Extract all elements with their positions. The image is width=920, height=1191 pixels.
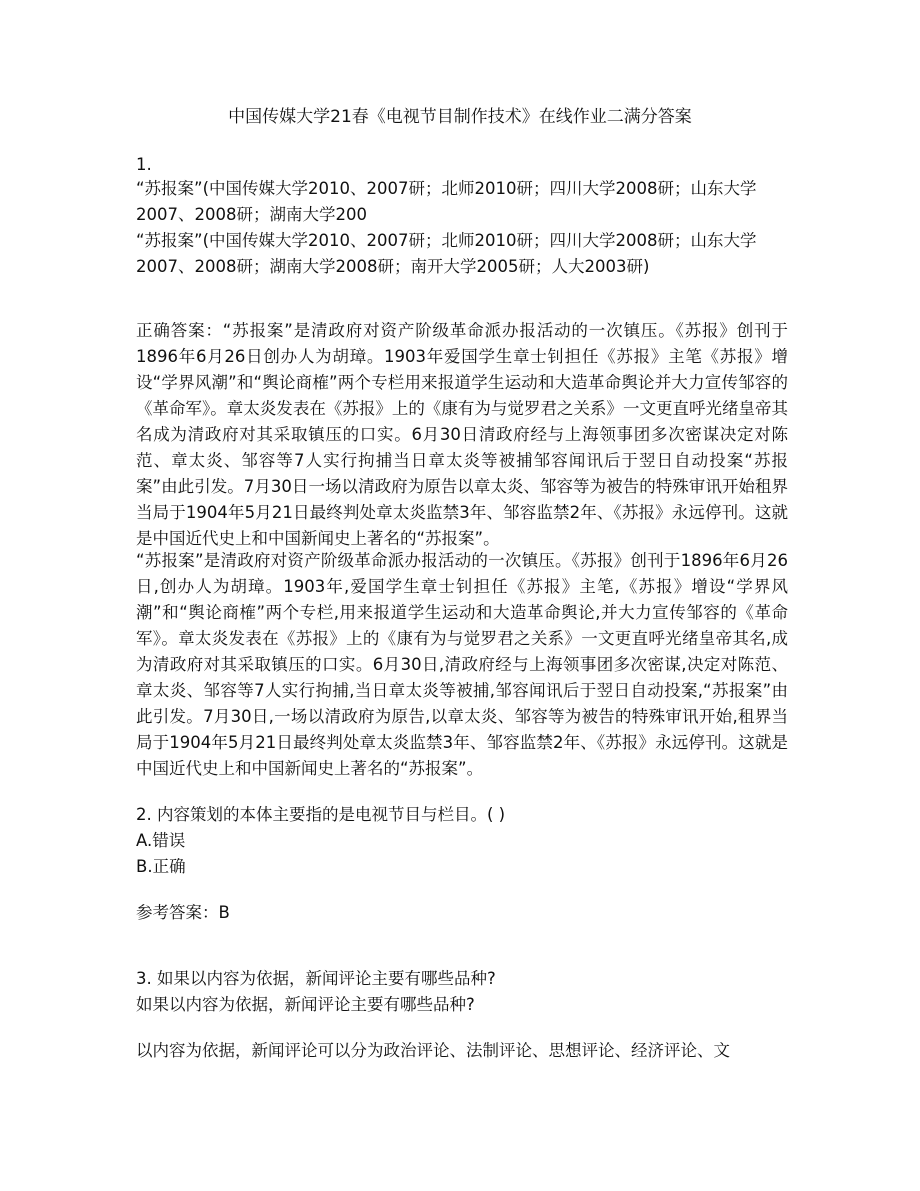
question-stem: 3. 如果以内容为依据，新闻评论主要有哪些品种? [136, 969, 496, 988]
question-1-answer-repeat [136, 548, 788, 782]
question-stem-repeat: 如果以内容为依据，新闻评论主要有哪些品种? [136, 995, 475, 1014]
reference-value: B [218, 903, 230, 922]
reference-answer [136, 900, 788, 926]
reference-label: 参考答案： [136, 903, 219, 922]
question-2-reference [136, 900, 788, 926]
question-1-answer [136, 318, 788, 552]
question-stem-line: “苏报案”(中国传媒大学2010、2007研；北师2010研；四川大学2008研；山东大学2007、2008研；湖南大学200 [136, 179, 757, 224]
option-a: A.错误 [136, 831, 186, 850]
answer-label: 正确答案： [136, 321, 223, 340]
answer-text: “苏报案”是清政府对资产阶级革命派办报活动的一次镇压。《苏报》创刊于1896年6月26日创办人为胡璋。1903年爱国学生章士钊担任《苏报》主笔《苏报》增设“学界风潮”和“舆论商榷”两个专栏用来报道学生运动和大造革命舆论并大力宣传邹容的《革命军》。章太炎发表在《苏报》上的《康有为与觉罗君之关系》一文更直呼光绪皇帝其名成为清政府对其采取镇压的口实。6月30日清政府经与上海领事团多次密谋决定对陈范、章太炎、邹容等7人实行拘捕当日章太炎等被捕邹容闻讯后于翌日自动投案“苏报案”由此引发。7月30日一场以清政府为原告以章太炎、邹容等为被告的特殊审讯开始租界当局于1904年5月21日最终判处章太炎监禁3年、邹容监禁2年、《苏报》永远停刊。这就是中国近代史上和中国新闻史上著名的“苏报案”。 [136, 321, 788, 548]
question-stem: 2. 内容策划的本体主要指的是电视节目与栏目。( ) [136, 805, 506, 824]
question-stem-line: “苏报案”(中国传媒大学2010、2007研；北师2010研；四川大学2008研；山东大学2007、2008研；湖南大学2008研；南开大学2005研；人大2003研) [136, 231, 757, 276]
question-number: 1. [136, 155, 152, 174]
answer-paragraph: “苏报案”是清政府对资产阶级革命派办报活动的一次镇压。《苏报》创刊于1896年6月26日,创办人为胡璋。1903年,爱国学生章士钊担任《苏报》主笔,《苏报》增设“学界风潮”和“舆论商榷”两个专栏,用来报道学生运动和大造革命舆论,并大力宣传邹容的《革命军》。章太炎发表在《苏报》上的《康有为与觉罗君之关系》一文更直呼光绪皇帝其名,成为清政府对其采取镇压的口实。6月30日,清政府经与上海领事团多次密谋,决定对陈范、章太炎、邹容等7人实行拘捕,当日章太炎等被捕,邹容闻讯后于翌日自动投案,“苏报案”由此引发。7月30日,一场以清政府为原告,以章太炎、邹容等为被告的特殊审讯开始,租界当局于1904年5月21日最终判处章太炎监禁3年、邹容监禁2年、《苏报》永远停刊。这就是中国近代史上和中国新闻史上著名的“苏报案”。 [136, 551, 788, 778]
question-1-number [136, 152, 788, 178]
question-3 [136, 966, 788, 1018]
option-b: B.正确 [136, 857, 186, 876]
question-3-answer [136, 1038, 788, 1064]
question-2 [136, 802, 788, 880]
answer-text: 以内容为依据，新闻评论可以分为政治评论、法制评论、思想评论、经济评论、文 [136, 1041, 730, 1060]
question-1-stem [136, 176, 788, 280]
answer-paragraph [136, 318, 788, 552]
document-title: 中国传媒大学21春《电视节目制作技术》在线作业二满分答案 [228, 107, 692, 127]
